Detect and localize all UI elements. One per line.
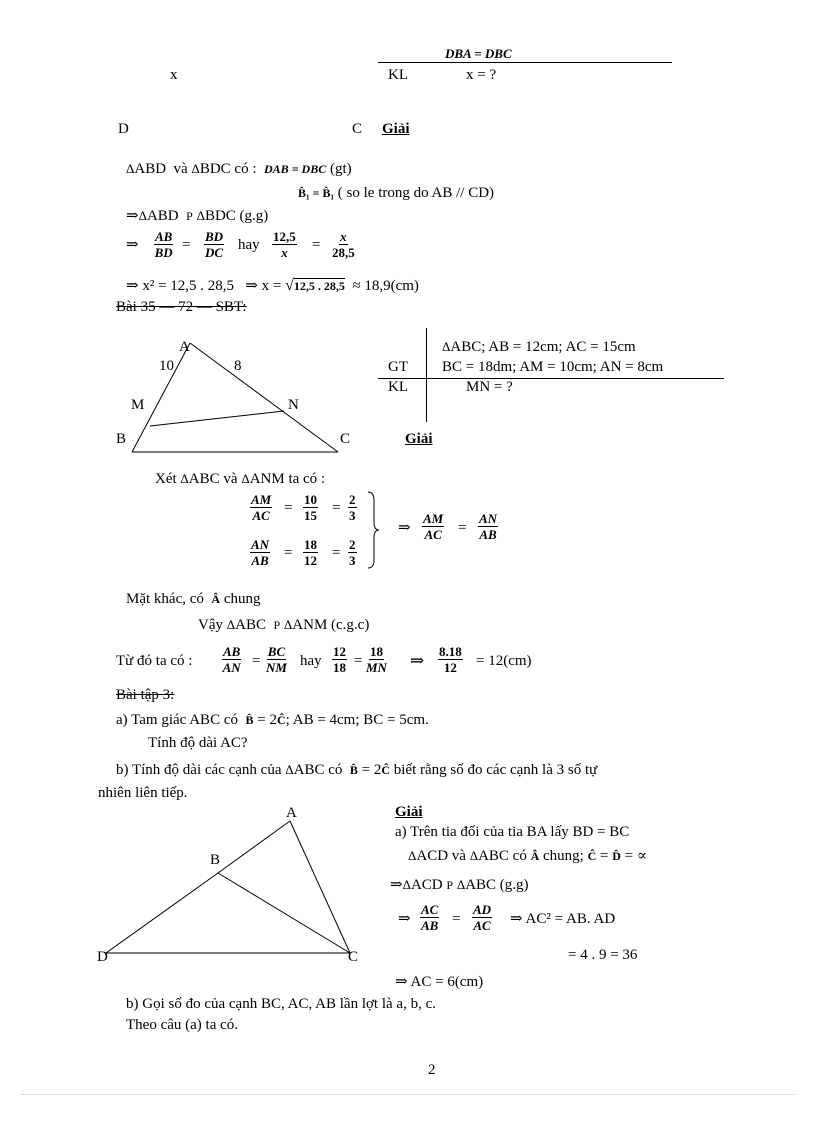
- kl-label: KL: [388, 379, 408, 395]
- figure-label-c: C: [352, 121, 363, 137]
- fraction-an-ab: $\frac{AN}{AB}$: [251, 537, 270, 568]
- hay-word: hay: [300, 653, 322, 669]
- bai3-sol-step2: ΔACD và ΔABC có Â chung; Ĉ = D̂ = ∝: [408, 848, 648, 864]
- bai3-title: Bài tập 3:: [116, 687, 175, 703]
- fraction-12-18: $\frac{12}{18}$: [333, 644, 346, 675]
- kl-value: x = ?: [466, 67, 497, 83]
- angle-d-symbol: D̂: [612, 849, 621, 863]
- triangle-figure-acd: [100, 815, 360, 960]
- equals-sign: =: [452, 911, 461, 927]
- gt-line1: ΔABC; AB = 12cm; AC = 15cm: [442, 339, 636, 355]
- fraction-am-ac: $\frac{AM}{AC}$: [251, 492, 272, 523]
- fraction-12-5-x: $\frac{12,5}{x}$: [273, 229, 296, 260]
- triangle-icon: Δ: [226, 617, 236, 632]
- angle-c-symbol: Ĉ: [587, 849, 597, 863]
- bai3-part-b-solution: b) Gọi số đo của cạnh BC, AC, AB lần lợt là a, b, c.: [126, 996, 436, 1012]
- fraction-bc-nm: $\frac{BC}{NM}$: [266, 644, 287, 675]
- fraction-an-ab-result: $\frac{AN}{AB}$: [479, 511, 498, 542]
- fig2-label-b: B: [210, 852, 221, 868]
- angle-c-symbol: Ĉ: [276, 713, 286, 727]
- triangle-icon: Δ: [408, 848, 417, 863]
- triangle-icon: Δ: [126, 161, 135, 176]
- fraction-x-28-5: $\frac{x}{28,5}$: [332, 229, 355, 260]
- page-bottom-dotted-line: [20, 1094, 796, 1095]
- fraction-ab-an: $\frac{AB}{AN}$: [222, 644, 241, 675]
- angle-b-symbol: B̂: [245, 713, 254, 727]
- solution-heading: Giải: [405, 431, 433, 447]
- fig2-label-d: D: [97, 949, 108, 965]
- fraction-ac-ab: $\frac{AC}{AB}$: [421, 902, 439, 933]
- bai3-part-a-question: Tính độ dài AC?: [148, 735, 248, 751]
- bai3-sol-step3: ⇒ΔACD P ΔABC (g.g): [390, 877, 529, 893]
- sol1-line3: ⇒ΔABD P ΔBDC (g.g): [126, 208, 269, 224]
- equals-sign: =: [458, 520, 467, 536]
- equals-sign: =: [354, 653, 363, 669]
- implies-icon: ⇒: [410, 651, 425, 670]
- fraction-10-15: $\frac{10}{15}$: [304, 492, 317, 523]
- equals-sign: =: [182, 237, 191, 253]
- equals-sign: =: [332, 500, 341, 516]
- sol1-line2: B̂₁ = B̂₁ ( so le trong do AB // CD): [298, 185, 495, 201]
- angle-c-symbol: Ĉ: [381, 763, 391, 777]
- bai3-part-b-solution-cont: Theo câu (a) ta có.: [126, 1017, 239, 1033]
- equals-sign: =: [312, 237, 321, 253]
- fraction-am-ac-result: $\frac{AM}{AC}$: [423, 511, 444, 542]
- bai35-title: Bài 35 — 72 — SBT:: [116, 299, 247, 315]
- kl-value: MN = ?: [466, 379, 513, 395]
- equals-sign: =: [284, 500, 293, 516]
- implies-icon: ⇒: [390, 877, 403, 893]
- angle-a-symbol: Â: [211, 592, 221, 606]
- sqrt-symbol: √: [285, 277, 294, 294]
- bai3-sol-step4: ⇒ AC² = AB. AD: [510, 911, 616, 927]
- triangle-icon: Δ: [180, 471, 189, 486]
- angle-a-symbol: Â: [530, 849, 540, 863]
- bai3-part-a: a) Tam giác ABC có B̂ = 2Ĉ; AB = 4cm; BC = 5cm.: [116, 712, 429, 728]
- bai3-sol-step6: ⇒ AC = 6(cm): [395, 974, 484, 990]
- kl-label: KL: [388, 67, 408, 83]
- result-12cm: = 12(cm): [476, 653, 532, 669]
- top-separator-line: [378, 62, 672, 63]
- fraction-bd-dc: $\frac{BD}{DC}$: [205, 229, 224, 260]
- triangle-icon: Δ: [442, 339, 451, 354]
- page-number: 2: [428, 1062, 436, 1078]
- bai3-part-b: b) Tính độ dài các cạnh của ΔABC có B̂ = 2Ĉ biết rằng số đo các cạnh là 3 số tự: [116, 762, 598, 778]
- gt-kl-horizontal-line: [378, 378, 724, 379]
- tu-do-label: Từ đó ta có :: [116, 653, 193, 669]
- implies-icon: ⇒: [398, 911, 411, 927]
- fig2-label-a: A: [286, 805, 297, 821]
- sol1-line5: ⇒ x² = 12,5 . 28,5 ⇒ x = √12,5 . 28,5 ≈ 18,9(cm): [126, 277, 419, 294]
- bai3-sol-step1: a) Trên tia đối của tia BA lấy BD = BC: [395, 824, 630, 840]
- triangle-icon: Δ: [469, 848, 479, 863]
- hay-word: hay: [238, 237, 260, 253]
- triangle-icon: Δ: [196, 208, 205, 223]
- implies-icon: ⇒: [398, 520, 411, 536]
- triangle-icon: Δ: [191, 161, 200, 176]
- mat-khac-line: Mặt khác, có Â chung: [126, 591, 261, 607]
- fraction-ad-ac: $\frac{AD}{AC}$: [473, 902, 492, 933]
- vay-line: Vậy ΔABC P ΔANM (c.g.c): [198, 617, 370, 633]
- implies-icon: ⇒: [395, 974, 408, 990]
- fraction-ab-bd: $\frac{AB}{BD}$: [154, 229, 173, 260]
- right-brace-icon: [366, 490, 380, 570]
- fig1-label-8: 8: [234, 358, 242, 374]
- fig1-label-n: N: [288, 397, 299, 413]
- equals-sign: =: [284, 545, 293, 561]
- xet-line: Xét ΔABC và ΔANM ta có :: [155, 471, 326, 487]
- implies-icon: ⇒: [126, 208, 139, 224]
- fraction-18-12: $\frac{18}{12}$: [304, 537, 317, 568]
- given-angle-equality: DBA = DBC: [445, 46, 512, 61]
- figure-label-d: D: [118, 121, 129, 137]
- solution-heading: Giải: [395, 804, 423, 820]
- fig1-label-b: B: [116, 431, 127, 447]
- sol1-line1: ΔABD và ΔBDC có : DAB = DBC (gt): [126, 161, 352, 177]
- implies-icon: ⇒: [126, 237, 139, 253]
- equals-sign: =: [332, 545, 341, 561]
- triangle-icon: Δ: [241, 471, 250, 486]
- gt-line2: BC = 18dm; AM = 10cm; AN = 8cm: [442, 359, 664, 375]
- bai3-part-b-cont: nhiên liên tiếp.: [98, 785, 188, 801]
- implies-icon: ⇒: [510, 911, 523, 927]
- fraction-8-18-12: $\frac{8.18}{12}$: [439, 644, 462, 675]
- gt-label: GT: [388, 359, 408, 375]
- triangle-icon: Δ: [283, 617, 293, 632]
- triangle-figure-abc-mn: [110, 335, 360, 460]
- solution-heading: Giải: [382, 121, 410, 137]
- fraction-2-3: $\frac{2}{3}$: [349, 492, 356, 523]
- triangle-icon: Δ: [456, 877, 466, 892]
- fig1-label-10: 10: [159, 358, 174, 374]
- x-label: x: [170, 67, 178, 83]
- triangle-icon: Δ: [402, 877, 411, 892]
- triangle-icon: Δ: [138, 208, 147, 223]
- triangle-icon: Δ: [285, 762, 294, 777]
- implies-icon: ⇒: [126, 278, 139, 294]
- equals-sign: =: [252, 653, 261, 669]
- fraction-2-3: $\frac{2}{3}$: [349, 537, 356, 568]
- fraction-18-mn: $\frac{18}{MN}$: [366, 644, 387, 675]
- fig2-label-c: C: [348, 949, 359, 965]
- fig1-label-c: C: [340, 431, 351, 447]
- implies-icon: ⇒: [245, 278, 258, 294]
- angle-b-symbol: B̂: [349, 763, 358, 777]
- fig1-label-a: A: [179, 339, 190, 355]
- fig1-label-m: M: [131, 397, 145, 413]
- bai3-sol-step5: = 4 . 9 = 36: [568, 947, 638, 963]
- gt-kl-vertical-line: [426, 328, 427, 422]
